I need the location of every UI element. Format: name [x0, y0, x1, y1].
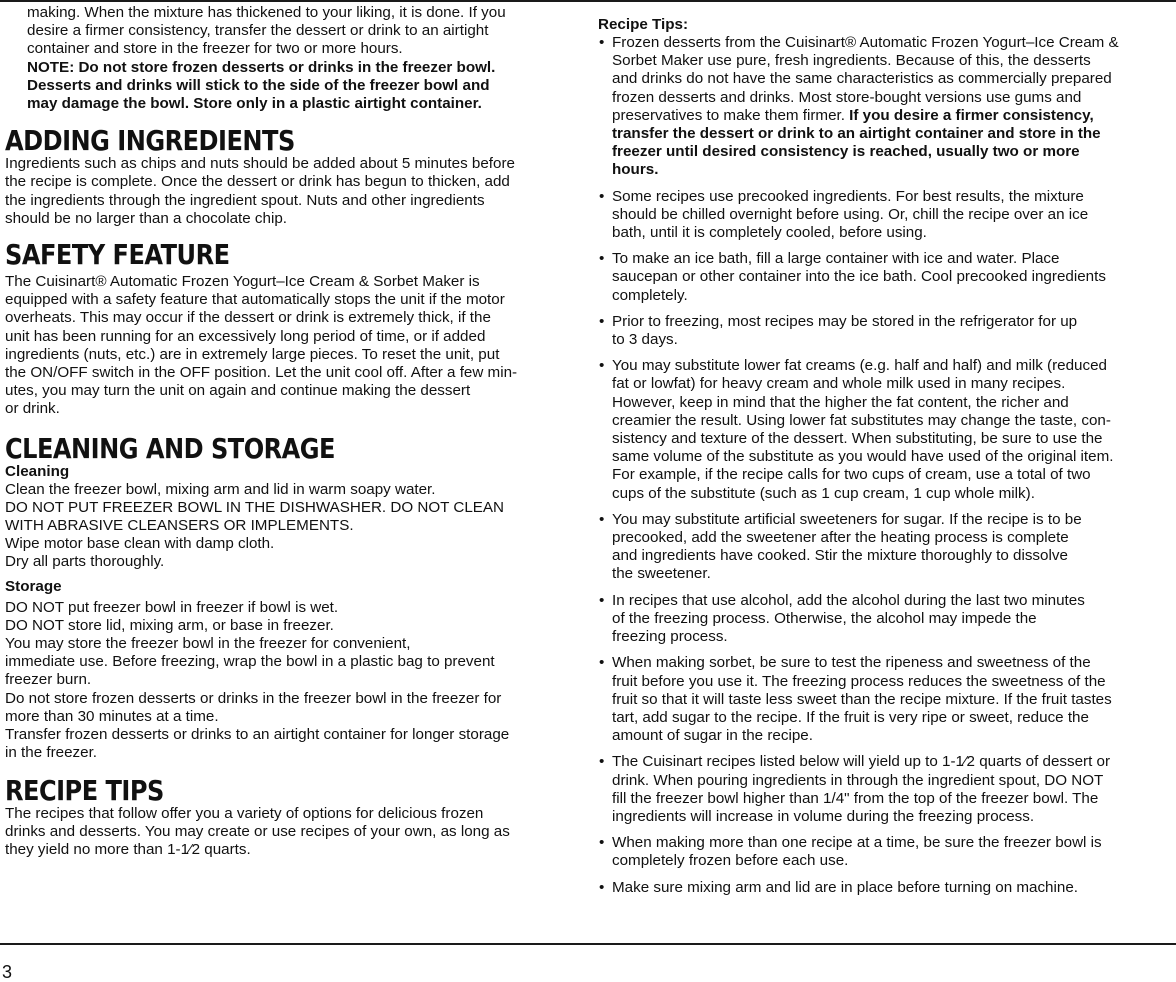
text-line: You may substitute artificial sweeteners for sugar. If the recipe is to be [612, 510, 1082, 528]
section-heading-recipe-tips: RECIPE TIPS [5, 773, 164, 807]
text-line: Wipe motor base clean with damp cloth. [5, 535, 275, 553]
text-line: For example, if the recipe calls for two cups of cream, use a total of two [612, 466, 1091, 484]
text-line: transfer the dessert or drink to an airtight container and store in the [612, 125, 1101, 143]
text-line: DO NOT PUT FREEZER BOWL IN THE DISHWASHER. DO NOT CLEAN [5, 498, 504, 516]
list-item [598, 879, 1173, 897]
text-line: Do not store frozen desserts or drinks in the freezer bowl in the freezer for [5, 689, 502, 707]
text-line: bath, until it is completely cooled, before using. [612, 224, 927, 242]
bullet-icon: • [599, 591, 605, 609]
text-line: saucepan or other container into the ice bath. Cool precooked ingredients [612, 268, 1106, 286]
bullet-icon: • [599, 654, 605, 672]
bullet-icon: • [599, 753, 605, 771]
text-line: When making sorbet, be sure to test the ripeness and sweetness of the [612, 654, 1091, 672]
right-column [598, 4, 1173, 897]
text-line: Prior to freezing, most recipes may be stored in the refrigerator for up [612, 312, 1078, 330]
bullet-icon: • [599, 357, 605, 375]
text-line: However, keep in mind that the higher the fat content, the richer and [612, 393, 1069, 411]
bullet-icon: • [599, 34, 605, 51]
text-line: fill the freezer bowl higher than 1/4" from the top of the freezer bowl. The [612, 789, 1099, 807]
text-line: the recipe is complete. Once the dessert or drink has begun to thicken, add [5, 173, 510, 191]
text-run: preservatives to make them firmer. [612, 106, 850, 124]
text-line: and ingredients have cooked. Stir the mixture thoroughly to dissolve [612, 547, 1068, 565]
text-line: fat or lowfat) for heavy cream and whole milk used in many recipes. [612, 375, 1066, 393]
page-number: 3 [2, 962, 13, 982]
section-heading-adding-ingredients: ADDING INGREDIENTS [5, 124, 295, 158]
text-line: Transfer frozen desserts or drinks to an airtight container for longer storage [5, 726, 510, 744]
bullet-icon: • [599, 312, 605, 330]
text-line: and drinks do not have the same characteristics as commercially prepared [612, 70, 1112, 88]
section-heading-cleaning-and-storage: CLEANING AND STORAGE [5, 431, 335, 465]
text-line: overheats. This may occur if the dessert or drink is extremely thick, if the [5, 309, 491, 327]
list-item [598, 511, 1173, 584]
text-line: You may substitute lower fat creams (e.g. half and half) and milk (reduced [612, 357, 1107, 375]
text-line: Clean the freezer bowl, mixing arm and lid in warm soapy water. [5, 480, 436, 498]
text-line: utes, you may turn the unit on again and continue making the dessert [5, 382, 471, 400]
text-line: creamier the result. Using lower fat substitutes may change the taste, con- [612, 411, 1111, 429]
bullet-icon: • [599, 878, 605, 896]
text-line: completely. [612, 286, 688, 304]
text-line: the ON/OFF switch in the OFF position. Let the unit cool off. After a few min- [5, 364, 518, 382]
list-item [598, 592, 1173, 647]
text-line: of the freezing process. Otherwise, the alcohol may impede the [612, 609, 1037, 627]
text-line: Dry all parts thoroughly. [5, 553, 165, 571]
bullet-icon: • [599, 250, 605, 268]
list-item [598, 834, 1173, 870]
text-line: making. When the mixture has thickened to your liking, it is done. If you [27, 4, 506, 21]
text-line: fruit before you use it. The freezing process reduces the sweetness of the [612, 672, 1106, 690]
text-line: freezing process. [612, 628, 728, 646]
text-line: unit has been running for an excessively long period of time, or if added [5, 327, 486, 345]
list-item [598, 753, 1173, 826]
note-line: Desserts and drinks will stick to the side of the freezer bowl and [27, 76, 490, 94]
text-line: ingredients (nuts, etc.) are in extremely large pieces. To reset the unit, put [5, 345, 500, 363]
list-item [598, 654, 1173, 745]
section-heading-safety-feature: SAFETY FEATURE [5, 238, 230, 272]
list-item [598, 34, 1173, 180]
text-line: equipped with a safety feature that automatically stops the unit if the motor [5, 291, 505, 309]
text-line: drink. When pouring ingredients in through the ingredient spout, DO NOT [612, 771, 1104, 789]
text-line: freezer until desired consistency is reached, usually two or more [612, 143, 1080, 161]
intro-paragraph [5, 4, 575, 113]
bullet-icon: • [599, 187, 605, 205]
text-line: container and store in the freezer for two or more hours. [27, 40, 403, 58]
text-line: Ingredients such as chips and nuts should be added about 5 minutes before [5, 155, 515, 173]
subheading-cleaning: Cleaning [5, 462, 70, 480]
text-line: Sorbet Maker use pure, fresh ingredients. Because of this, the desserts [612, 52, 1091, 70]
text-line: DO NOT store lid, mixing arm, or base in freezer. [5, 616, 334, 634]
text-line: freezer burn. [5, 671, 92, 689]
text-line: tart, add sugar to the recipe. If the fruit is very ripe or sweet, reduce the [612, 708, 1089, 726]
note-line: may damage the bowl. Store only in a plastic airtight container. [27, 95, 482, 113]
subheading-storage: Storage [5, 577, 62, 595]
list-item [598, 357, 1173, 503]
text-line: DO NOT put freezer bowl in freezer if bowl is wet. [5, 598, 339, 616]
text-line: cups of the substitute (such as 1 cup cream, 1 cup whole milk). [612, 484, 1035, 502]
text-line: amount of sugar in the recipe. [612, 727, 813, 745]
text-line: frozen desserts and drinks. Most store-bought versions use gums and [612, 88, 1082, 106]
text-line: To make an ice bath, fill a large container with ice and water. Place [612, 250, 1060, 268]
list-item [598, 188, 1173, 243]
text-line: they yield no more than 1-1⁄2 quarts. [5, 840, 251, 858]
text-line: immediate use. Before freezing, wrap the bowl in a plastic bag to prevent [5, 653, 495, 671]
bullet-icon: • [599, 834, 605, 852]
text-line: the ingredients through the ingredient spout. Nuts and other ingredients [5, 191, 485, 209]
text-line [612, 107, 1173, 125]
text-line: sistency and texture of the dessert. When substituting, be sure to use the [612, 430, 1103, 448]
text-line: When making more than one recipe at a time, be sure the freezer bowl is [612, 834, 1102, 852]
text-line: The Cuisinart recipes listed below will yield up to 1-1⁄2 quarts of dessert or [612, 753, 1111, 771]
recipe-tips-list [598, 180, 1173, 897]
list-item [598, 250, 1173, 305]
text-line: more than 30 minutes at a time. [5, 707, 219, 725]
text-line: to 3 days. [612, 331, 678, 349]
text-line: You may store the freezer bowl in the freezer for convenient, [5, 635, 411, 653]
recipe-tips-subheading: Recipe Tips: [598, 16, 689, 33]
bottom-rule [0, 943, 1176, 945]
text-line: ingredients will increase in volume during the freezing process. [612, 807, 1035, 825]
text-line: drinks and desserts. You may create or use recipes of your own, as long as [5, 822, 510, 840]
left-column [5, 4, 575, 859]
text-line: In recipes that use alcohol, add the alcohol during the last two minutes [612, 591, 1085, 609]
text-run-bold: If you desire a firmer consistency, [849, 106, 1094, 124]
text-line: in the freezer. [5, 744, 98, 762]
list-item [598, 313, 1173, 349]
text-line: hours. [612, 161, 659, 179]
text-line: Make sure mixing arm and lid are in place before turning on machine. [612, 878, 1078, 896]
text-line: The Cuisinart® Automatic Frozen Yogurt–Ice Cream & Sorbet Maker is [5, 273, 480, 291]
text-line: same volume of the substitute as you would have used of the original item. [612, 448, 1114, 466]
text-line: precooked, add the sweetener after the heating process is complete [612, 529, 1069, 547]
text-line: WITH ABRASIVE CLEANSERS OR IMPLEMENTS. [5, 517, 354, 535]
text-line: fruit so that it will taste less sweet than the recipe mixture. If the fruit tastes [612, 690, 1112, 708]
text-line: or drink. [5, 400, 60, 418]
text-line: should be chilled overnight before using. Or, chill the recipe over an ice [612, 205, 1089, 223]
text-line: The recipes that follow offer you a variety of options for delicious frozen [5, 804, 484, 822]
note-line: NOTE: Do not store frozen desserts or drinks in the freezer bowl. [27, 58, 496, 76]
bullet-icon: • [599, 510, 605, 528]
text-line: Frozen desserts from the Cuisinart® Automatic Frozen Yogurt–Ice Cream & [612, 34, 1119, 51]
text-line: Some recipes use precooked ingredients. For best results, the mixture [612, 187, 1084, 205]
top-rule [0, 0, 1176, 2]
text-line: the sweetener. [612, 565, 711, 583]
text-line: completely frozen before each use. [612, 852, 849, 870]
text-line: desire a firmer consistency, transfer the dessert or drink to an airtight [27, 22, 489, 40]
text-line: should be no larger than a chocolate chip. [5, 209, 288, 227]
